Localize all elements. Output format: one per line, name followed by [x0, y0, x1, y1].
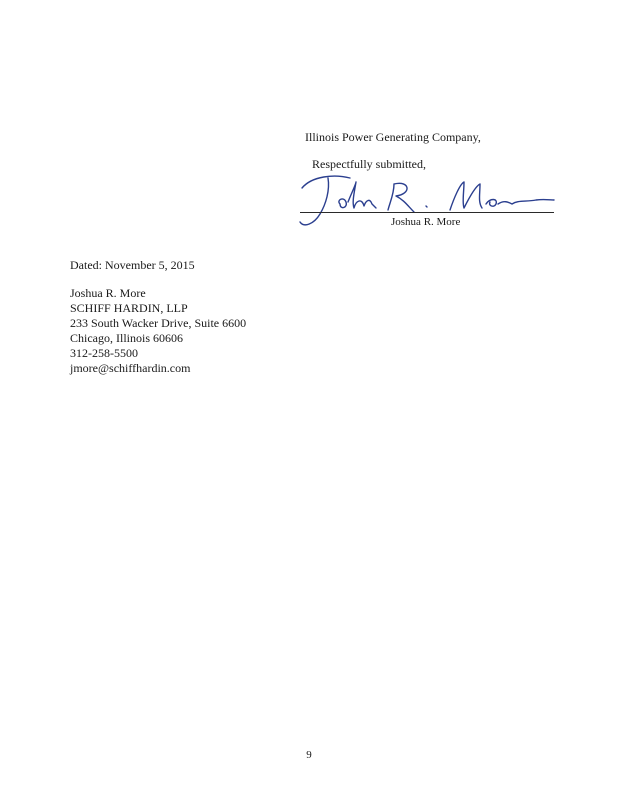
address-city: Chicago, Illinois 60606: [70, 331, 183, 345]
signer-name: Joshua R. More: [391, 216, 461, 228]
dated-line: Dated: November 5, 2015: [70, 258, 195, 272]
address-street: 233 South Wacker Drive, Suite 6600: [70, 316, 247, 330]
address-email: jmore@schiffhardin.com: [70, 361, 191, 375]
address-phone: 312-258-5500: [70, 346, 138, 360]
address-name: Joshua R. More: [70, 286, 146, 300]
page-number: 9: [306, 749, 312, 761]
closing-line: Respectfully submitted,: [312, 157, 426, 171]
signature-line: [300, 212, 554, 213]
party-line: Illinois Power Generating Company,: [305, 130, 481, 144]
address-firm: SCHIFF HARDIN, LLP: [70, 301, 188, 315]
